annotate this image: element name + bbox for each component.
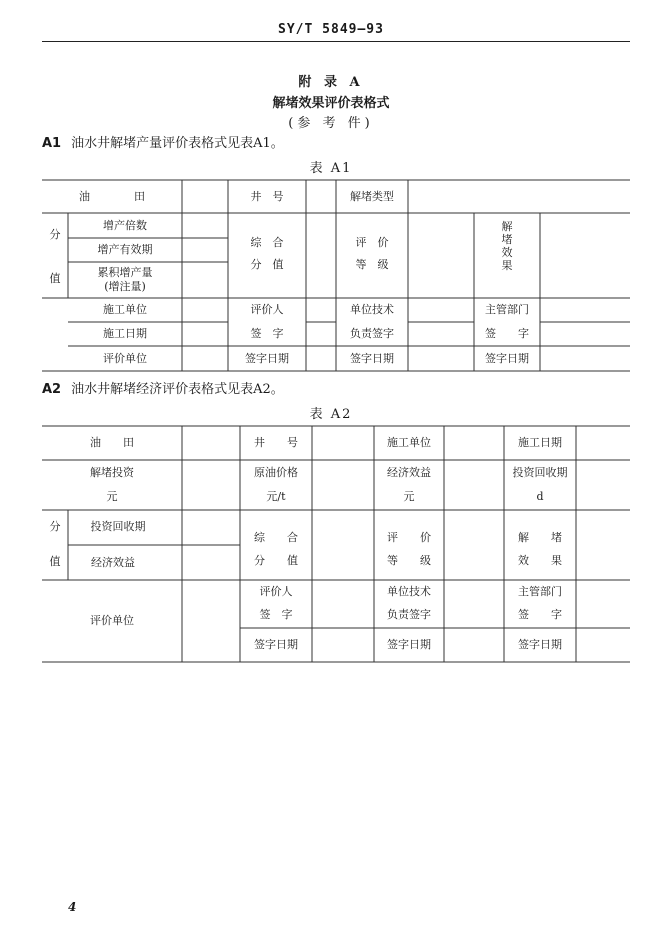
a2-sign-2: 签 字 [518,608,562,621]
a2-evaluator: 评价人 [259,585,293,598]
a1-effect-char-3: 效 [501,246,513,259]
appendix-label: 附 录 A [298,75,364,90]
a1-well-no-label: 井 号 [250,190,284,203]
a1-effect-char-2: 堵 [501,233,513,246]
a1-dept: 主管部门 [485,303,529,316]
a2-dept: 主管部门 [518,585,562,598]
a2-tech-sign: 负责签字 [387,608,431,621]
a2-effect-label-2: 效 果 [518,554,562,567]
a1-sign-date-2: 签字日期 [350,352,394,365]
a1-row-cumulative: 累积增产量 [97,266,153,279]
a2-sign-1: 签 字 [259,608,293,621]
a1-unit-tech: 单位技术 [350,303,394,316]
a1-composite-label-2: 分 值 [250,258,284,271]
a1-score-label-top: 分 [49,228,61,241]
a1-construction-unit: 施工单位 [103,303,147,316]
a2-row-econ-benefit: 经济效益 [91,556,135,569]
a2-invest-label: 解堵投资 [90,466,134,479]
a1-sign-2: 签 字 [485,327,529,340]
a1-eval-label-2: 等 级 [355,258,389,271]
a1-sign-1: 签 字 [250,327,284,340]
page-number: 4 [68,900,77,914]
section-a2-number: A2 [42,382,62,397]
appendix-title: 解堵效果评价表格式 [272,96,390,111]
a1-row-effective-period: 增产有效期 [97,243,153,256]
a1-score-label-bottom: 值 [49,272,61,285]
a2-composite-label-2: 分 值 [254,554,298,567]
a1-evaluator: 评价人 [250,303,284,316]
a2-payback-unit: d [536,490,544,503]
a2-effect-label-1: 解 堵 [518,531,562,544]
a2-sign-date-2: 签字日期 [387,638,431,651]
a2-oil-price-unit: 元/t [266,490,286,503]
a1-eval-label-1: 评 价 [355,236,389,249]
a1-eval-unit: 评价单位 [103,352,147,365]
a1-row-yield-multiple: 增产倍数 [103,219,147,232]
a2-eval-label-1: 评 价 [387,531,431,544]
a2-invest-unit: 元 [106,490,118,503]
section-a1-text: 油水井解堵产量评价表格式见表A1。 [71,136,284,151]
a1-sign-date-3: 签字日期 [485,352,529,365]
a2-oilfield-label: 油 田 [90,436,134,449]
table-a2-caption: 表 A2 [309,407,353,422]
a2-score-label-top: 分 [49,520,61,533]
a1-composite-label-1: 综 合 [250,236,284,249]
a1-unblock-type-label: 解堵类型 [350,190,394,203]
section-a1-number: A1 [42,136,62,151]
a2-construction-date: 施工日期 [518,436,562,449]
a1-effect-char-1: 解 [501,220,513,233]
a2-sign-date-3: 签字日期 [518,638,562,651]
a2-construction-unit: 施工单位 [387,436,431,449]
a2-unit-tech: 单位技术 [387,585,431,598]
a2-econ-benefit-label: 经济效益 [387,466,431,479]
a2-row-payback: 投资回收期 [90,520,146,533]
a2-eval-label-2: 等 级 [387,554,431,567]
a1-effect-char-4: 果 [501,259,513,272]
a2-payback-label: 投资回收期 [512,466,568,479]
document-code: SY/T 5849—93 [278,22,384,37]
a2-score-label-bottom: 值 [49,555,61,568]
a2-well-no-label: 井 号 [254,436,298,449]
section-a2-text: 油水井解堵经济评价表格式见表A2。 [71,382,284,397]
a2-eval-unit: 评价单位 [90,614,134,627]
a1-sign-date-1: 签字日期 [245,352,289,365]
a2-sign-date-1: 签字日期 [254,638,298,651]
a1-construction-date: 施工日期 [103,327,147,340]
a1-oilfield-label: 油 田 [79,190,145,203]
a1-row-cumulative-injection: (增注量) [104,280,146,293]
a2-econ-benefit-unit: 元 [403,490,415,503]
appendix-note: (参 考 件) [288,116,374,131]
a2-composite-label-1: 综 合 [254,531,298,544]
a1-tech-sign: 负责签字 [350,327,394,340]
a2-oil-price-label: 原油价格 [254,466,298,479]
table-a1-caption: 表 A1 [309,161,353,176]
